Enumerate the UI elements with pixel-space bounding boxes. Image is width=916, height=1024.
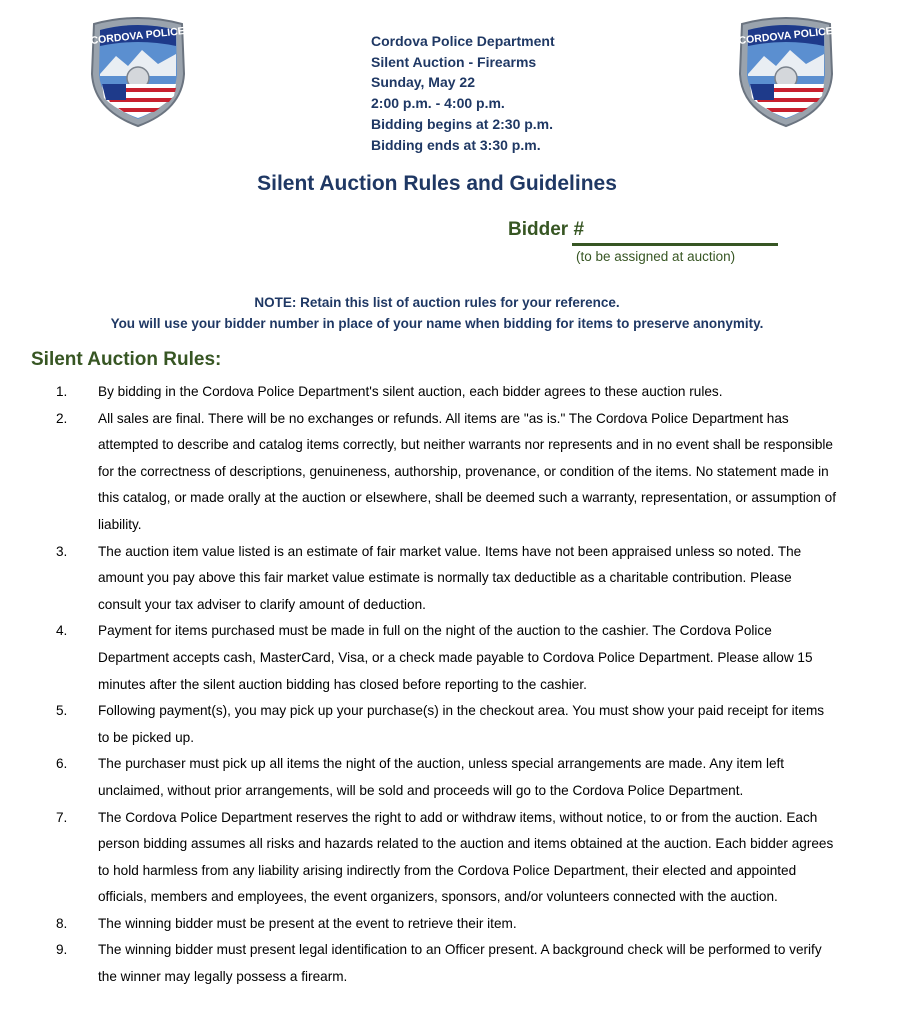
rule-item [0, 618, 838, 698]
rule-item [0, 937, 838, 990]
rules-heading: Silent Auction Rules: [31, 349, 222, 370]
rule-text: The purchaser must pick up all items the night of the auction, unless special arrangements are made. Any item left unclaimed, without prior arrangements, will be sold and proceeds will go to the Cordova Police Department. [98, 756, 785, 798]
rule-text: The Cordova Police Department reserves the right to add or withdraw items, without notice, to or from the auction. Each person bidding assumes all risks and hazards related to the auction and items obtained at the auction. Each bidder agrees to hold harmless from any liability arising indirectly from the Cordova Police Department, their elected and appointed officials, members and employees, the event organizers, sponsors, and/or volunteers connected with the auction. [98, 809, 834, 905]
rule-text: Payment for items purchased must be made in full on the night of the auction to the cashier. The Cordova Police Department accepts cash, MasterCard, Visa, or a check made payable to Cordova Police Department. Please allow 15 minutes after the silent auction bidding has closed before reporting to the cashier. [98, 623, 813, 692]
rule-number: 1. [56, 384, 68, 399]
note-line-2: You will use your bidder number in place of your name when bidding for items to preserve anonymity. [110, 316, 764, 331]
rule-number: 2. [56, 410, 68, 426]
rule-number: 8. [56, 915, 68, 931]
rules-list [0, 379, 916, 991]
rule-item [0, 698, 838, 751]
header-department: Cordova Police Department [371, 33, 555, 49]
header-date: Sunday, May 22 [371, 74, 476, 91]
rule-number: 9. [56, 942, 68, 958]
rule-item [0, 379, 838, 406]
rule-text: The auction item value listed is an estimate of fair market value. Items have not been appraised unless so noted. The amount you pay above this fair market value estimate is normally tax deductible as a charitable contribution. Please consult your tax adviser to clarify amount of deduction. [98, 543, 802, 612]
rule-text: The winning bidder must be present at the event to retrieve their item. [98, 915, 517, 931]
rule-number: 7. [56, 809, 68, 825]
svg-text:CORDOVA POLICE: CORDOVA POLICE [90, 25, 186, 47]
header-bidding-begins: Bidding begins at 2:30 p.m. [371, 115, 554, 132]
header-time: 2:00 p.m. - 4:00 p.m. [371, 95, 505, 112]
note-line-1: NOTE: Retain this list of auction rules for your reference. [254, 295, 620, 310]
rule-item [0, 539, 838, 619]
rule-number: 4. [56, 623, 68, 639]
svg-text:CORDOVA POLICE: CORDOVA POLICE [738, 25, 834, 47]
rule-item [0, 805, 838, 911]
rule-item [0, 751, 838, 804]
rule-number: 5. [56, 703, 68, 719]
reference-note [0, 292, 874, 334]
bidder-number-blank-line [572, 243, 778, 246]
rule-text: The winning bidder must present legal identification to an Officer present. A background check will be performed to verify the winner may legally possess a firearm. [98, 942, 822, 985]
bidder-number-label: Bidder # [508, 219, 585, 240]
police-badge-left-logo [86, 14, 190, 128]
rule-item [0, 911, 838, 938]
rule-text: By bidding in the Cordova Police Department's silent auction, each bidder agrees to these auction rules. [98, 384, 723, 399]
rule-text: Following payment(s), you may pick up your purchase(s) in the checkout area. You must show your paid receipt for items to be picked up. [98, 703, 825, 745]
header-event-name: Silent Auction - Firearms [371, 53, 537, 70]
rule-number: 6. [56, 756, 68, 772]
page-title: Silent Auction Rules and Guidelines [257, 172, 617, 195]
event-header [371, 31, 555, 155]
rule-text: All sales are final. There will be no exchanges or refunds. All items are "as is." The Cordova Police Department has attempted to describe and catalog items correctly, but neither warrants nor represents and in no event shall be responsible for the correctness of descriptions, genuineness, authorship, provenance, or condition of the items. No statement made in this catalog, or made orally at the auction or elsewhere, shall be deemed such a warranty, representation, or assumption of liability. [98, 410, 836, 532]
header-bidding-ends: Bidding ends at 3:30 p.m. [371, 136, 541, 153]
police-badge-right-logo [734, 14, 838, 128]
rule-number: 3. [56, 543, 68, 559]
rule-item [0, 406, 838, 539]
bidder-number-note: (to be assigned at auction) [576, 249, 736, 264]
